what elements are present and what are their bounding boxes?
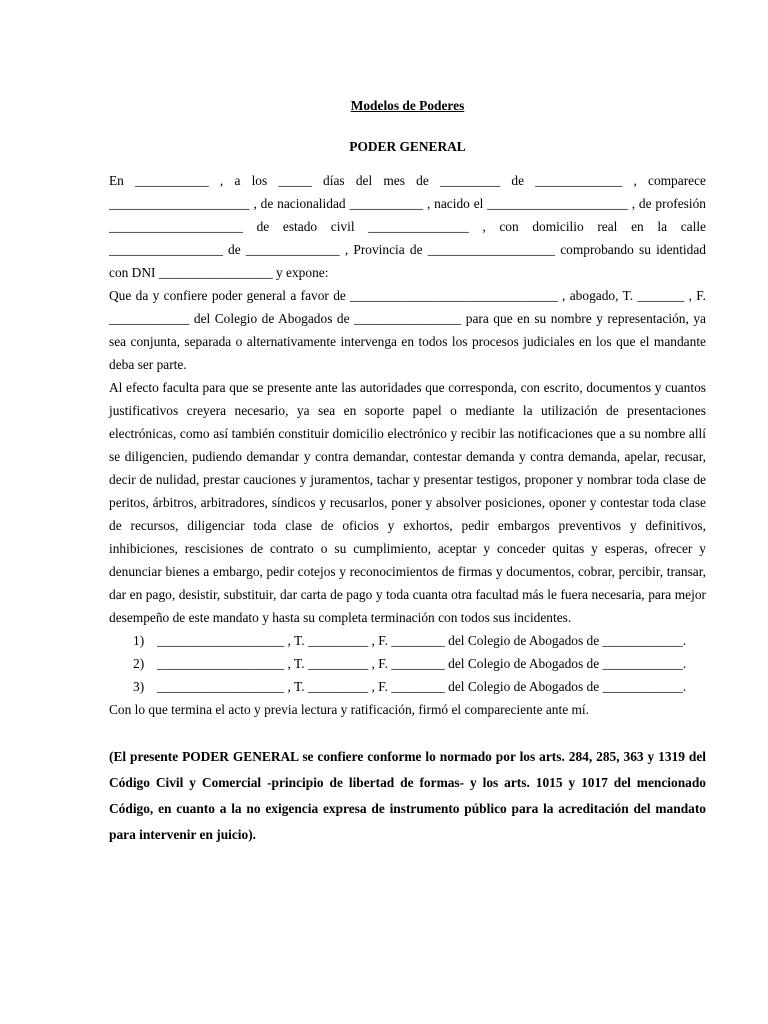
document-title: Modelos de Poderes	[350, 98, 465, 113]
document-body	[109, 96, 706, 848]
closing-statement: Con lo que termina el acto y previa lectura y ratificación, firmó el compareciente ante mí.	[109, 702, 589, 717]
paragraph-otorgamiento: Que da y confiere poder general a favor de _______________________________ , abogado, T. _______ , F. ____________ del Colegio de Abogados de ________________ para que en su nombre y representación, ya sea conjunta, separada o alternativamente intervenga en todos los procesos judiciales en los que el mandante deba ser parte.	[109, 288, 706, 372]
document-subtitle: PODER GENERAL	[349, 139, 466, 154]
list-item-text: ___________________ , T. _________ , F. ________ del Colegio de Abogados de ____________.	[157, 656, 687, 671]
paragraph-facultades: Al efecto faculta para que se presente ante las autoridades que corresponda, con escrito, documentos y cuantos justificativos creyera necesario, ya sea en soporte papel o mediante la utilización de presentaciones electrónicas, como así también constituir domicilio electrónico y recibir las notificaciones que a su nombre allí se diligencien, pudiendo demandar y contra demandar, contestar demanda y contra demanda, apelar, recusar, decir de nulidad, prestar cauciones y juramentos, tachar y presentar testigos, proponer y nombrar toda clase de peritos, árbitros, arbitradores, síndicos y recusarlos, poner y absolver posiciones, oponer y contestar toda clase de recursos, diligenciar toda clase de oficios y exhortos, pedir embargos preventivos y definitivos, inhibiciones, rescisiones de contrato o su cumplimiento, aceptar y conceder quitas y esperas, ofrecer y denunciar bienes a embargo, pedir cotejos y reconocimientos de firmas y documentos, cobrar, percibir, transar, dar en pago, desistir, substituir, dar carta de pago y toda cuanta otra facultad más le fuera necesaria, para mejor desempeño de este mandato y hasta su completa terminación con todos sus incidentes.	[109, 380, 706, 625]
list-item-text: ___________________ , T. _________ , F. ________ del Colegio de Abogados de ____________.	[157, 633, 687, 648]
substitute-lawyers-list	[109, 629, 706, 698]
list-item-number: 1)	[133, 633, 145, 648]
list-item	[109, 675, 706, 698]
list-item-text: ___________________ , T. _________ , F. ________ del Colegio de Abogados de ____________.	[157, 679, 687, 694]
paragraph-comparecencia: En ___________ , a los _____ días del mes de _________ de _____________ , comparece _____________________ , de nacionalidad ___________ , nacido el _____________________ , de profesión ____________________ de estado civil _______________ , con domicilio real en la calle _________________ de ______________ , Provincia de ___________________ comprobando su identidad con DNI _________________ y expone:	[109, 173, 706, 280]
list-item-number: 3)	[133, 679, 145, 694]
list-item	[109, 629, 706, 652]
list-item	[109, 652, 706, 675]
list-item-number: 2)	[133, 656, 145, 671]
legal-note: (El presente PODER GENERAL se confiere conforme lo normado por los arts. 284, 285, 363 y 1319 del Código Civil y Comercial -principio de libertad de formas- y los arts. 1015 y 1017 del mencionado Código, en cuanto a la no exigencia expresa de instrumento público para la acreditación del mandato para intervenir en juicio).	[109, 749, 706, 842]
